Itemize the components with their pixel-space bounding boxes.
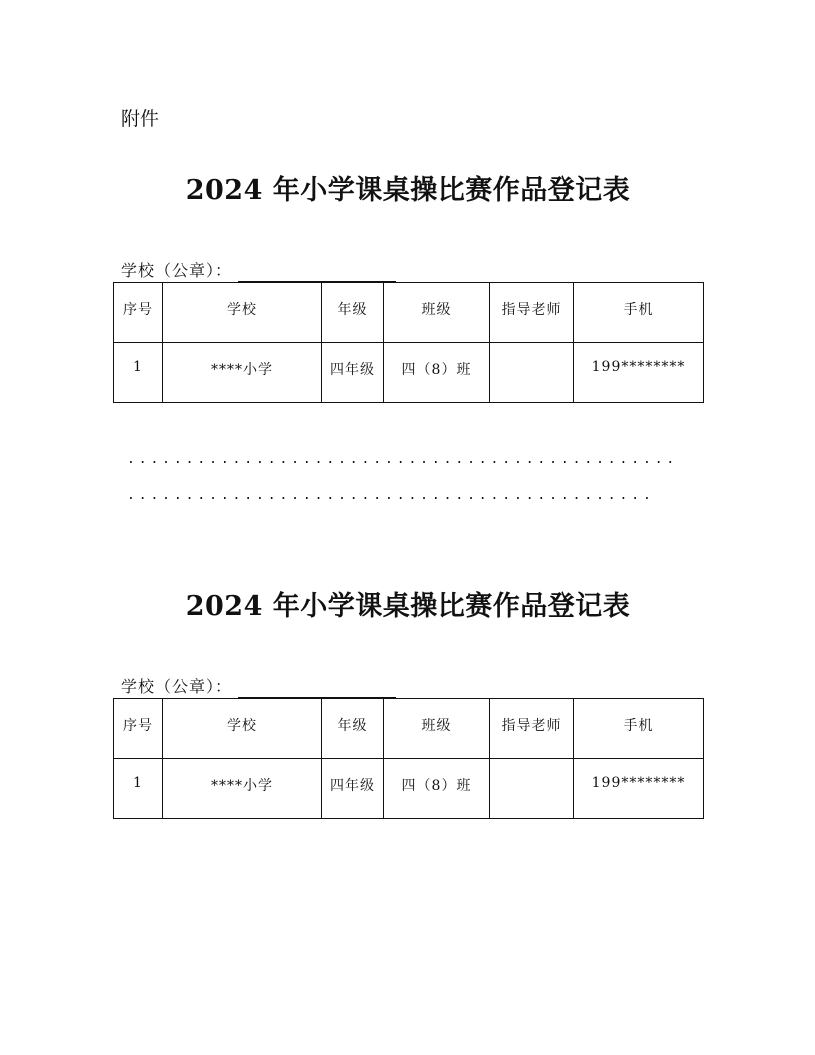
table-header-row	[114, 699, 704, 759]
cell-index: 1	[114, 343, 163, 403]
column-header-phone: 手机	[574, 283, 704, 343]
column-header-grade: 年级	[322, 699, 384, 759]
cell-index: 1	[114, 759, 163, 819]
registration-table	[113, 282, 704, 403]
cell-phone: 199********	[574, 343, 704, 403]
dotted-separator-line: ...............................................	[127, 452, 679, 467]
dotted-separator-line: .............................................	[127, 488, 655, 503]
form-title: 2024 年小学课桌操比赛作品登记表	[185, 175, 631, 206]
column-header-school: 学校	[163, 283, 322, 343]
cell-grade: 四年级	[322, 759, 384, 819]
cell-school: ****小学	[163, 343, 322, 403]
registration-table	[113, 698, 704, 819]
cell-class: 四（8）班	[384, 759, 490, 819]
school-seal-input-line[interactable]	[238, 261, 396, 282]
attachment-label: 附件	[121, 108, 160, 130]
form-title: 2024 年小学课桌操比赛作品登记表	[185, 591, 631, 622]
table-row	[114, 759, 704, 819]
school-seal-row	[121, 258, 396, 282]
table-header-row	[114, 283, 704, 343]
cell-teacher	[490, 759, 574, 819]
column-header-teacher: 指导老师	[490, 699, 574, 759]
column-header-class: 班级	[384, 283, 490, 343]
cell-school: ****小学	[163, 759, 322, 819]
column-header-index: 序号	[114, 699, 163, 759]
school-seal-input-line[interactable]	[238, 677, 396, 698]
school-seal-label: 学校（公章）：	[121, 677, 233, 696]
column-header-school: 学校	[163, 699, 322, 759]
column-header-grade: 年级	[322, 283, 384, 343]
cell-class: 四（8）班	[384, 343, 490, 403]
school-seal-row	[121, 674, 396, 698]
column-header-phone: 手机	[574, 699, 704, 759]
cell-teacher	[490, 343, 574, 403]
cell-phone: 199********	[574, 759, 704, 819]
table-row	[114, 343, 704, 403]
column-header-class: 班级	[384, 699, 490, 759]
column-header-index: 序号	[114, 283, 163, 343]
school-seal-label: 学校（公章）：	[121, 261, 233, 280]
cell-grade: 四年级	[322, 343, 384, 403]
column-header-teacher: 指导老师	[490, 283, 574, 343]
